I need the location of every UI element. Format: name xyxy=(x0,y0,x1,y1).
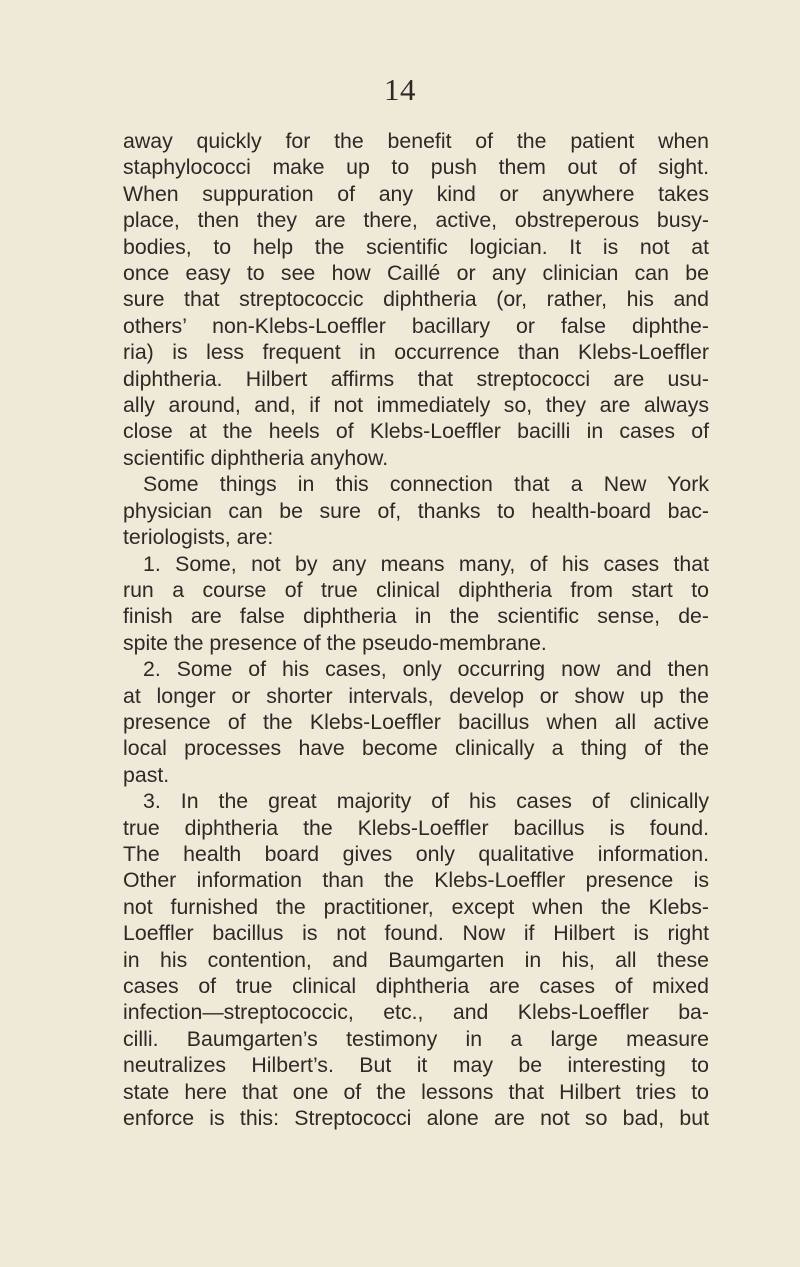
text-line: not furnished the practitioner, except when the Klebs- xyxy=(123,894,709,919)
text-line: enforce is this: Streptococci alone are not so bad, but xyxy=(123,1106,709,1131)
text-line: teriologists, are: xyxy=(123,525,274,550)
text-line: diphtheria. Hilbert affirms that streptococci are usu- xyxy=(123,366,709,391)
text-line: in his contention, and Baumgarten in his, all these xyxy=(123,947,709,972)
page-number: 14 xyxy=(384,72,416,107)
text-line: physician can be sure of, thanks to health-board bac- xyxy=(123,498,709,523)
text-line: scientific diphtheria anyhow. xyxy=(123,445,389,470)
text-line: 3. In the great majority of his cases of clinically xyxy=(143,789,709,814)
text-line: bodies, to help the scientific logician. It is not at xyxy=(123,234,709,259)
text-line: finish are false diphtheria in the scientific sense, de- xyxy=(123,604,709,629)
text-line: sure that streptococcic diphtheria (or, rather, his and xyxy=(123,287,709,312)
text-line: place, then they are there, active, obstreperous busy- xyxy=(123,208,709,233)
text-line: away quickly for the benefit of the patient when xyxy=(123,129,709,153)
text-line: 1. Some, not by any means many, of his cases that xyxy=(143,551,709,576)
text-line: once easy to see how Caillé or any clinician can be xyxy=(123,261,709,286)
text-line: neutralizes Hilbert’s. But it may be interesting to xyxy=(123,1053,709,1078)
text-line: The health board gives only qualitative information. xyxy=(123,841,709,866)
text-line: run a course of true clinical diphtheria from start to xyxy=(123,577,709,602)
text-line: close at the heels of Klebs-Loeffler bacilli in cases of xyxy=(123,419,709,444)
text-line: at longer or shorter intervals, develop or show up the xyxy=(123,683,709,708)
text-line: local processes have become clinically a thing of the xyxy=(123,736,709,761)
text-line: ally around, and, if not immediately so, they are always xyxy=(123,393,709,418)
body-text xyxy=(123,128,709,1131)
text-line: past. xyxy=(123,762,170,787)
text-line: spite the presence of the pseudo-membrane. xyxy=(123,630,547,655)
text-line: true diphtheria the Klebs-Loeffler bacillus is found. xyxy=(123,815,709,840)
text-line: staphylococci make up to push them out of sight. xyxy=(123,155,709,180)
text-line: Other information than the Klebs-Loeffler presence is xyxy=(123,868,709,893)
text-line: others’ non-Klebs-Loeffler bacillary or false diphthe- xyxy=(123,313,709,338)
text-line: cases of true clinical diphtheria are cases of mixed xyxy=(123,974,709,998)
text-line: presence of the Klebs-Loeffler bacillus when all active xyxy=(123,709,709,734)
text-line: Some things in this connection that a New York xyxy=(143,472,709,497)
text-line: state here that one of the lessons that Hilbert tries to xyxy=(123,1079,709,1104)
text-line: Loeffler bacillus is not found. Now if Hilbert is right xyxy=(123,921,709,946)
text-line: ria) is less frequent in occurrence than Klebs-Loeffler xyxy=(123,340,709,365)
text-line: cilli. Baumgarten’s testimony in a large measure xyxy=(123,1026,709,1051)
text-line: When suppuration of any kind or anywhere takes xyxy=(123,181,709,206)
text-line: 2. Some of his cases, only occurring now and then xyxy=(143,657,709,682)
text-line: infection—streptococcic, etc., and Klebs-Loeffler ba- xyxy=(123,1000,709,1025)
